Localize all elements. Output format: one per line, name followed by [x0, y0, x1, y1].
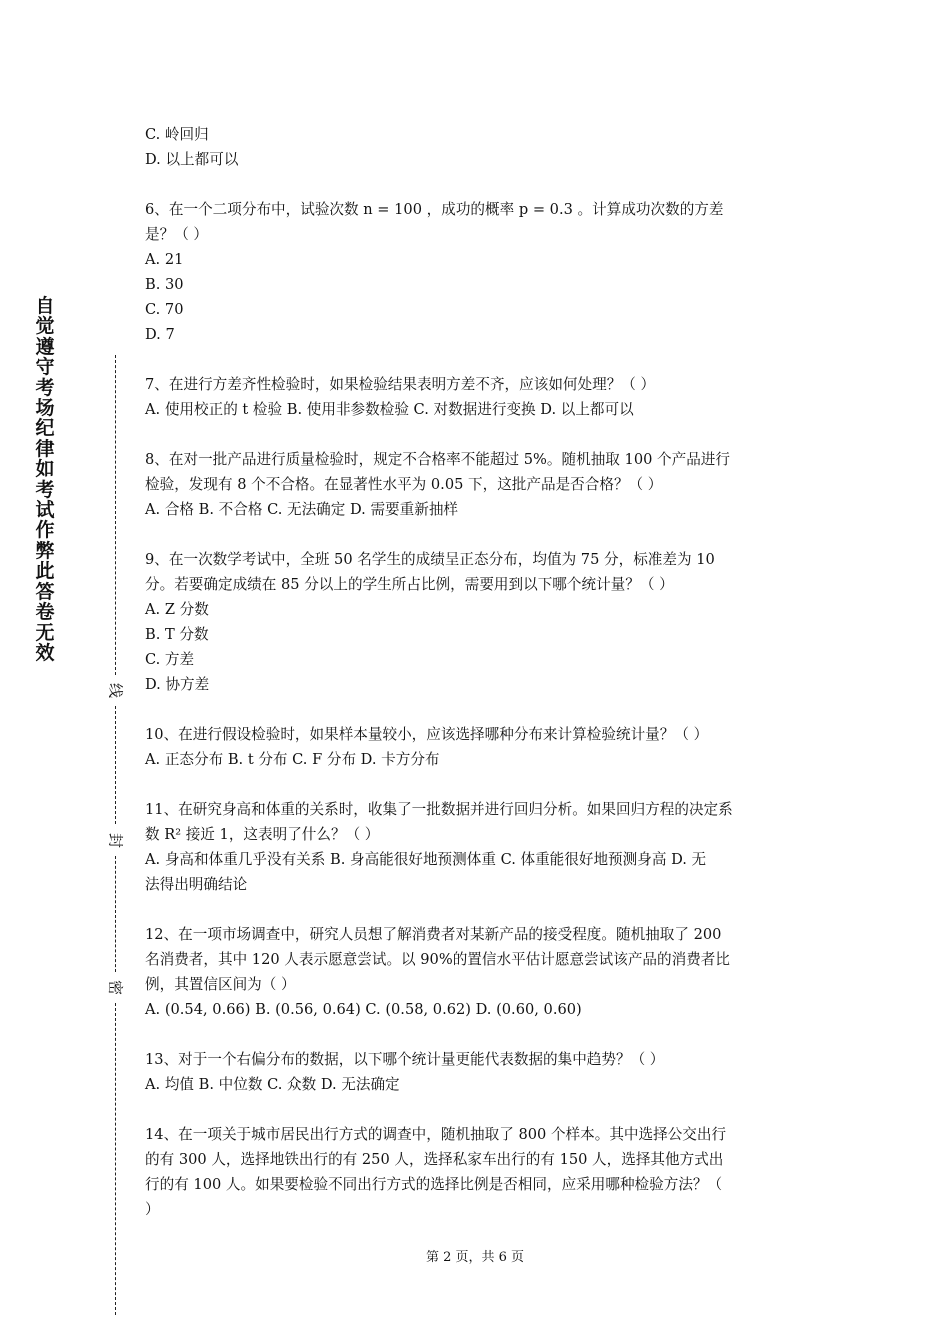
binding-dashed-line-top [115, 355, 116, 675]
binding-mark-seal: 封 [106, 832, 125, 848]
option-text: A. 使用校正的 t 检验 B. 使用非参数检验 C. 对数据进行变换 D. 以上都可以 [145, 401, 634, 418]
option-text: C. 岭回归 [145, 126, 209, 143]
previous-question-tail [145, 122, 810, 172]
binding-dashed-line-bottom [115, 1003, 116, 1315]
question-stem-line: 是？（ ） [145, 226, 209, 243]
question-block [145, 547, 810, 697]
option-text: A. 正态分布 B. t 分布 C. F 分布 D. 卡方分布 [145, 751, 440, 768]
question-stem-line: 12、在一项市场调查中，研究人员想了解消费者对某新产品的接受程度。随机抽取了 200 [145, 926, 722, 943]
question-stem-line: 13、对于一个右偏分布的数据，以下哪个统计量更能代表数据的集中趋势？（ ） [145, 1051, 665, 1068]
option-text: 法得出明确结论 [145, 876, 248, 893]
question-block [145, 197, 810, 347]
question-stem-line: 11、在研究身高和体重的关系时，收集了一批数据并进行回归分析。如果回归方程的决定系 [145, 801, 733, 818]
question-stem-line: 14、在一项关于城市居民出行方式的调查中，随机抽取了 800 个样本。其中选择公交出行 [145, 1126, 727, 1143]
question-stem-line: 8、在对一批产品进行质量检验时，规定不合格率不能超过 5%。随机抽取 100 个产品进行 [145, 451, 730, 468]
binding-mark-line: 线 [106, 682, 125, 698]
question-block [145, 797, 810, 897]
option-text: C. 方差 [145, 651, 195, 668]
question-stem-line: 7、在进行方差齐性检验时，如果检验结果表明方差不齐，应该如何处理？（ ） [145, 376, 656, 393]
question-stem-line: 6、在一个二项分布中，试验次数 n = 100 ，成功的概率 p = 0.3 。计算成功次数的方差 [145, 201, 724, 218]
option-text: B. 30 [145, 276, 184, 293]
option-text: A. 合格 B. 不合格 C. 无法确定 D. 需要重新抽样 [145, 501, 459, 518]
option-text: B. T 分数 [145, 626, 209, 643]
binding-mark-secret: 密 [106, 979, 125, 995]
question-block [145, 1047, 810, 1097]
question-block [145, 372, 810, 422]
question-stem-line: 数 R² 接近 1，这表明了什么？（ ） [145, 826, 380, 843]
question-stem-line: 10、在进行假设检验时，如果样本量较小，应该选择哪种分布来计算检验统计量？（ ） [145, 726, 709, 743]
option-text: A. 身高和体重几乎没有关系 B. 身高能很好地预测体重 C. 体重能很好地预测身高 D. 无 [145, 851, 707, 868]
option-text: A. Z 分数 [145, 601, 209, 618]
question-block [145, 922, 810, 1022]
option-text: A. 均值 B. 中位数 C. 众数 D. 无法确定 [145, 1076, 400, 1093]
question-stem-line: 名消费者，其中 120 人表示愿意尝试。以 90%的置信水平估计愿意尝试该产品的消费者比 [145, 951, 730, 968]
option-text: A. (0.54, 0.66) B. (0.56, 0.64) C. (0.58, 0.62) D. (0.60, 0.60) [145, 1001, 582, 1018]
question-block [145, 447, 810, 522]
question-stem-line: 例，其置信区间为（ ） [145, 976, 296, 993]
exam-content [145, 122, 810, 1247]
option-text: D. 协方差 [145, 676, 210, 693]
option-text: D. 以上都可以 [145, 151, 239, 168]
question-stem-line: 分。若要确定成绩在 85 分以上的学生所占比例，需要用到以下哪个统计量？（ ） [145, 576, 674, 593]
binding-dashed-line-lower [115, 856, 116, 972]
binding-dashed-line-mid [115, 706, 116, 824]
question-stem-line: 行的有 100 人。如果要检验不同出行方式的选择比例是否相同，应采用哪种检验方法？（ [145, 1176, 723, 1193]
question-block [145, 722, 810, 772]
binding-warning-text: 自觉遵守考场纪律如考试作弊此答卷无效 [35, 295, 55, 664]
option-text: A. 21 [145, 251, 184, 268]
option-text: D. 7 [145, 326, 175, 343]
page-footer: 第 2 页，共 6 页 [425, 1250, 525, 1265]
question-block [145, 1122, 810, 1222]
question-stem-line: ） [145, 1201, 160, 1218]
question-stem-line: 检验，发现有 8 个不合格。在显著性水平为 0.05 下，这批产品是否合格？（ ） [145, 476, 663, 493]
question-stem-line: 9、在一次数学考试中，全班 50 名学生的成绩呈正态分布，均值为 75 分，标准差为 10 [145, 551, 715, 568]
option-text: C. 70 [145, 301, 184, 318]
question-stem-line: 的有 300 人，选择地铁出行的有 250 人，选择私家车出行的有 150 人，选择其他方式出 [145, 1151, 724, 1168]
